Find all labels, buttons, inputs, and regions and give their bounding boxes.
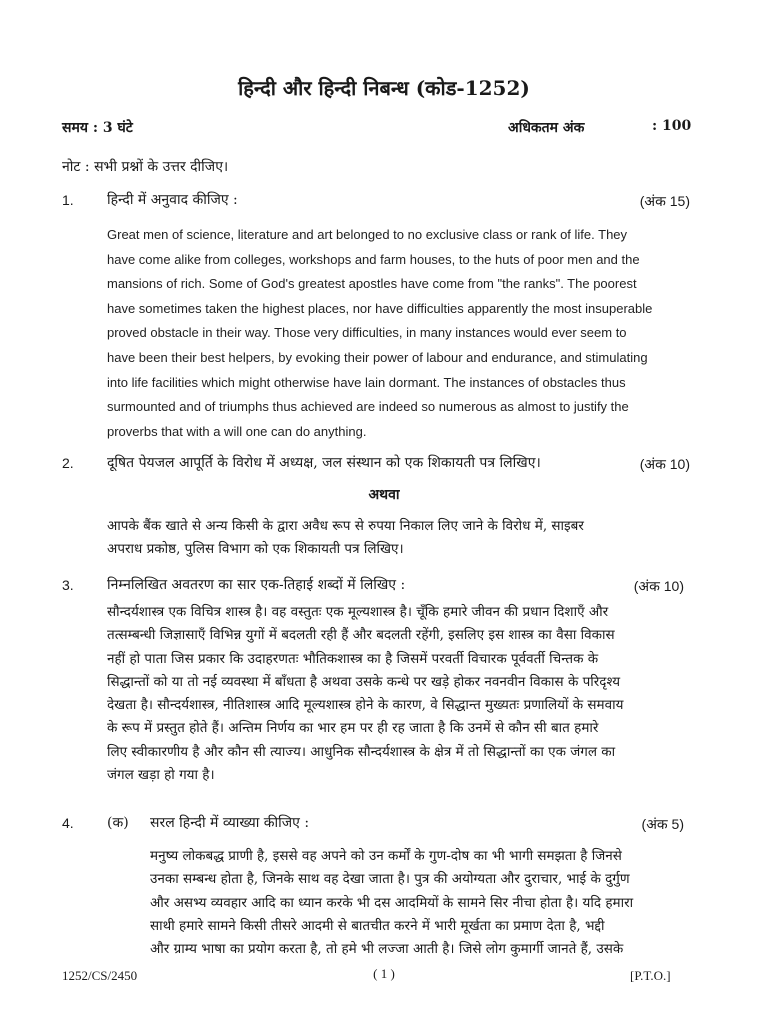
pto-label: [P.T.O.]: [630, 968, 671, 983]
paper-code: 1252/CS/2450: [62, 968, 138, 983]
passage-line: आपके बैंक खाते से अन्य किसी के द्वारा अवैध रूप से रुपया निकाल लिए जाने के विरोध में, साइबर: [107, 518, 584, 534]
question-1-marks: (अंक 15): [639, 193, 690, 209]
question-2-text: दूषित पेयजल आपूर्ति के विरोध में अध्यक्ष, जल संस्थान को एक शिकायती पत्र लिखिए।: [107, 455, 541, 471]
passage-line: proverbs that with a will one can do anything.: [107, 423, 367, 439]
max-marks-value: : 100: [652, 118, 692, 134]
passage-line: नहीं हो पाता जिस प्रकार कि उदाहरणतः भौतिकशास्त्र का है जिसमें परवर्ती विचारक पूर्ववर्ती चिन्तक के: [107, 650, 599, 667]
passage-line: तत्सम्बन्धी जिज्ञासाएँ विभिन्न युगों में बदलती रही हैं और बदलती रहेंगी, इसलिए इस शास्त्र का वैसा विकास: [107, 627, 615, 644]
time-label: समय : 3 घंटे: [62, 120, 133, 136]
question-1-passage: [107, 223, 707, 444]
page-title: हिन्दी और हिन्दी निबन्ध (कोड-1252): [238, 76, 530, 100]
question-4-marks: (अंक 5): [641, 816, 684, 832]
passage-line: have come alike from colleges, workshops and farm houses, to the huts of poor men and the: [107, 251, 640, 267]
passage-line: अपराध प्रकोष्ठ, पुलिस विभाग को एक शिकायती पत्र लिखिए।: [107, 541, 404, 558]
passage-line: सौन्दर्यशास्त्र एक विचित्र शास्त्र है। वह वस्तुतः एक मूल्यशास्त्र है। चूँकि हमारे जीवन की प्रधान दिशाएँ और: [107, 604, 609, 620]
question-3-passage: [107, 601, 692, 787]
question-4-text: सरल हिन्दी में व्याख्या कीजिए :: [150, 815, 310, 831]
question-1-text: हिन्दी में अनुवाद कीजिए :: [107, 192, 238, 208]
passage-line: Great men of science, literature and art belonged to no exclusive class or rank of life. They: [107, 227, 628, 242]
passage-line: have been their best helpers, by evoking their power of labour and endurance, and stimulating: [107, 349, 648, 365]
passage-line: have sometimes taken the highest places, nor have difficulties apparently the most insuperable: [107, 300, 653, 316]
question-3-text: निम्नलिखित अवतरण का सार एक-तिहाई शब्दों में लिखिए :: [107, 577, 406, 593]
question-1-number: 1.: [62, 192, 74, 208]
passage-line: जंगल खड़ा हो गया है।: [107, 767, 215, 784]
passage-line: surmounted and of triumphs thus achieved are indeed so numerous as almost to justify the: [107, 399, 629, 415]
question-4-sub-label: (क): [107, 815, 129, 831]
question-2-number: 2.: [62, 455, 74, 471]
question-4-passage: [150, 845, 692, 961]
page-number: ( 1 ): [373, 966, 395, 981]
passage-line: देखता है। सौन्दर्यशास्त्र, नीतिशास्त्र आदि मूल्यशास्त्र होने के कारण, वे सिद्धान्त मुख्यतः प्रणालियों के समवाय: [107, 697, 624, 714]
question-2-alternative: [107, 515, 692, 562]
passage-line: सिद्धान्तों को या तो नई व्यवस्था में बाँधता है अथवा उसके कन्धे पर खड़े होकर नवनवीन विकास के परिदृश्य: [107, 673, 621, 690]
passage-line: और ग्राम्य भाषा का प्रयोग करता है, तो हमे भी लज्जा आती है। जिसे लोग कुमार्गी जानते हैं, उसके: [150, 941, 624, 958]
question-3-marks: (अंक 10): [633, 578, 684, 594]
passage-line: proved obstacle in their way. Those very difficulties, in many instances would ever seem to: [107, 325, 627, 341]
passage-line: उनका सम्बन्ध होता है, जिनके साथ वह देखा जाता है। पुत्र की अयोग्यता और दुराचार, भाई के दुर्गुण: [150, 871, 630, 888]
question-2-marks: (अंक 10): [639, 456, 690, 472]
passage-line: mansions of rich. Some of God's greatest apostles have come from "the ranks". The poorest: [107, 276, 637, 292]
passage-line: मनुष्य लोकबद्ध प्राणी है, इससे वह अपने को उन कर्मों के गुण-दोष का भी भागी समझता है जिनसे: [150, 848, 622, 864]
passage-line: के रूप में प्रस्तुत होते हैं। अन्तिम निर्णय का भार हम पर ही रह जाता है कि उनमें से कौन सी बात हमारे: [107, 720, 599, 737]
question-3-number: 3.: [62, 577, 74, 593]
question-4-number: 4.: [62, 815, 74, 831]
passage-line: into life facilities which might otherwise have lain dormant. The instances of obstacles thus: [107, 374, 626, 390]
passage-line: और असभ्य व्यवहार आदि का ध्यान करके भी दस आदमियों के सामने सिर नीचा होता है। यदि हमारा: [150, 894, 634, 911]
max-marks-label: अधिकतम अंक: [508, 120, 585, 136]
note: नोट : सभी प्रश्नों के उत्तर दीजिए।: [62, 159, 229, 175]
passage-line: लिए स्वीकारणीय है और कौन सी त्याज्य। आधुनिक सौन्दर्यशास्त्र के क्षेत्र में तो सिद्धान्तों का एक जंगल का: [107, 743, 616, 760]
passage-line: साथी हमारे सामने किसी तीसरे आदमी से बातचीत करने में भारी मूर्खता का प्रमाण देता है, भद्दी: [150, 917, 605, 934]
or-divider: अथवा: [368, 487, 400, 503]
